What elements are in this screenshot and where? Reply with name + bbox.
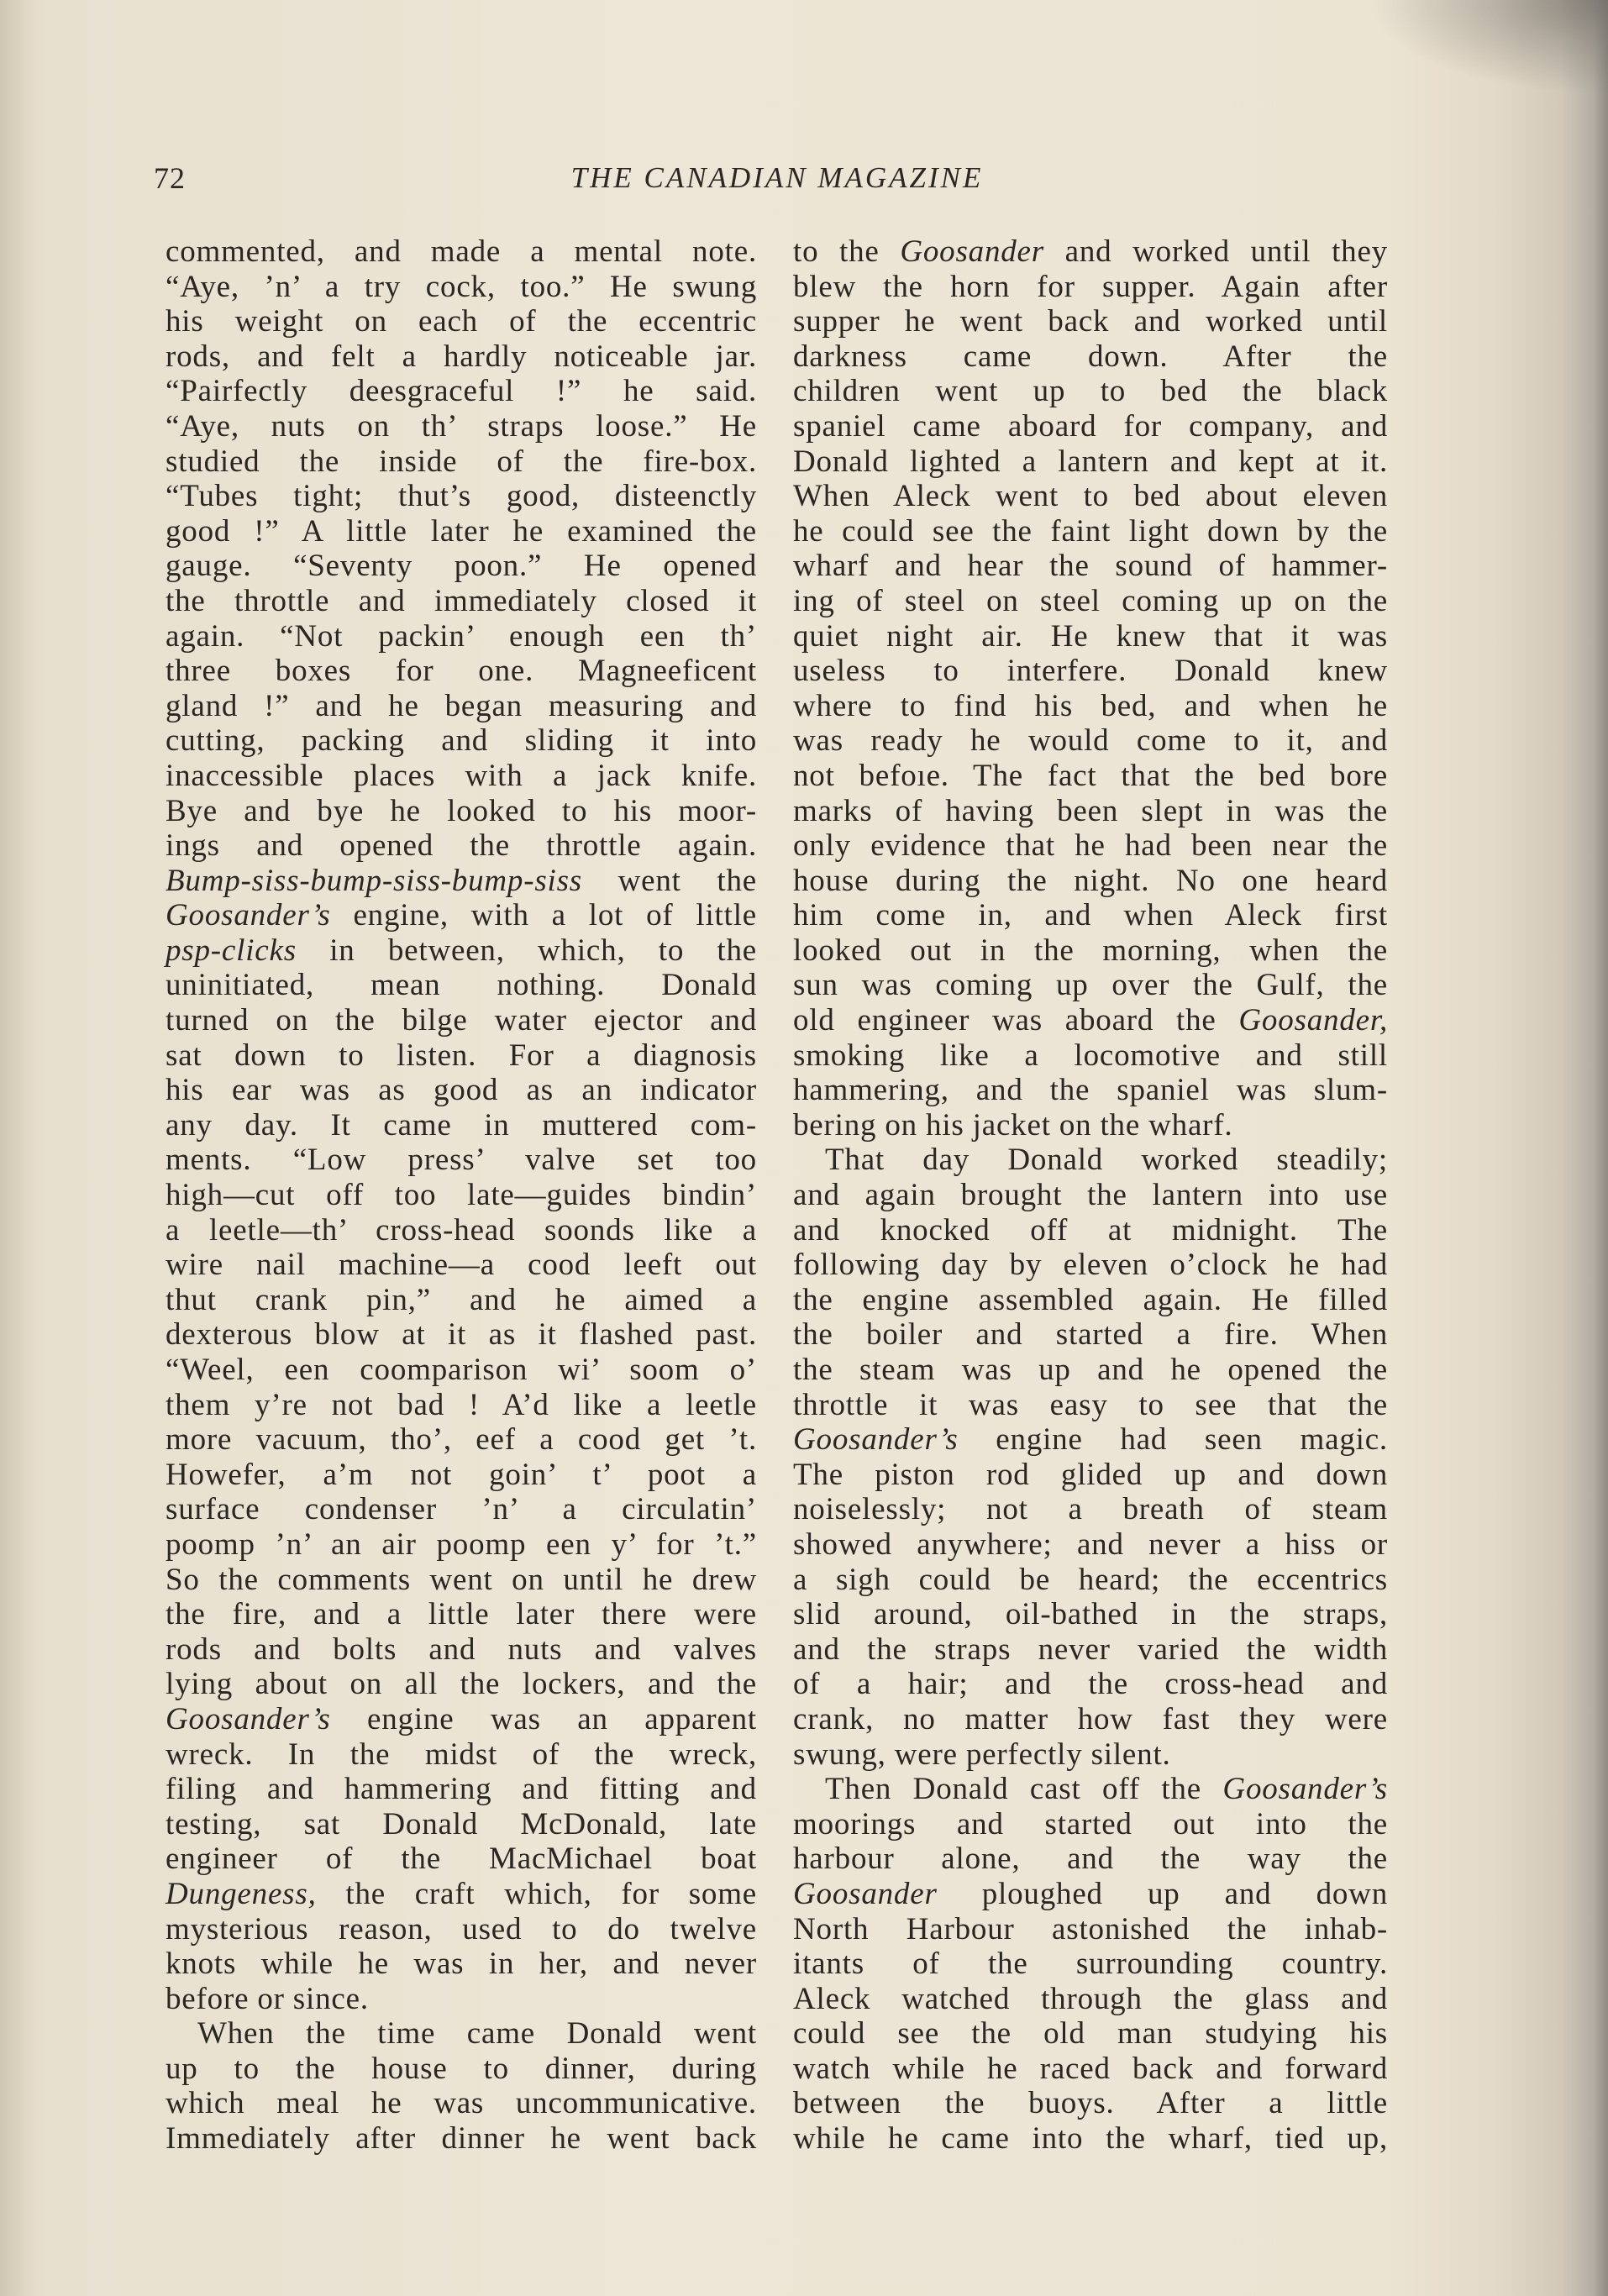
text-line: turned on the bilge water ejector and — [166, 1003, 757, 1038]
text-run: in between, which, to the — [296, 933, 757, 968]
paragraph — [166, 234, 757, 2016]
text-run: Then Donald cast off the — [825, 1772, 1223, 1807]
italic-text: psp-clicks — [166, 933, 297, 968]
text-line: and again brought the lantern into use — [793, 1178, 1388, 1213]
text-line: not befoıe. The fact that the bed bore — [793, 758, 1388, 793]
text-line: and knocked off at midnight. The — [793, 1212, 1388, 1248]
text-line: and the straps never varied the width — [793, 1631, 1388, 1667]
text-line — [166, 898, 757, 933]
text-run: engine, with a lot of little — [330, 898, 757, 933]
text-line: gland !” and he began measuring and — [166, 688, 757, 723]
text-line: noiselessly; not a breath of steam — [793, 1492, 1388, 1527]
italic-text: Goosander — [793, 1876, 938, 1911]
text-line: the boiler and started a fire. When — [793, 1317, 1388, 1353]
text-line: three boxes for one. Magneeficent — [166, 654, 757, 689]
text-line — [166, 864, 757, 899]
text-line: up to the house to dinner, during — [166, 2051, 757, 2086]
text-line: gauge. “Seventy poon.” He opened — [166, 549, 757, 584]
text-line: supper he went back and worked until — [793, 304, 1388, 339]
text-line: hammering, and the spaniel was slum- — [793, 1073, 1388, 1108]
text-line: Donald lighted a lantern and kept at it. — [793, 444, 1388, 479]
text-run: old engineer was aboard the — [793, 1003, 1239, 1038]
text-line: “Aye, nuts on th’ straps loose.” He — [166, 408, 757, 444]
italic-text: Dungeness, — [166, 1876, 317, 1911]
text-line: That day Donald worked steadily; — [825, 1143, 1388, 1178]
text-line: slid around, oil-bathed in the straps, — [793, 1597, 1388, 1632]
text-line: he could see the faint light down by the — [793, 513, 1388, 549]
text-line: darkness came down. After the — [793, 339, 1388, 374]
text-line: mysterious reason, used to do twelve — [166, 1911, 757, 1947]
text-line: The piston rod glided up and down — [793, 1457, 1388, 1492]
text-line: following day by eleven o’clock he had — [793, 1248, 1388, 1283]
text-line: between the buoys. After a little — [793, 2086, 1388, 2121]
text-line: engineer of the MacMichael boat — [166, 1842, 757, 1877]
text-line: surface condenser ’n’ a circulatin’ — [166, 1492, 757, 1527]
text-line: uninitiated, mean nothing. Donald — [166, 968, 757, 1003]
text-line: swung, were perfectly silent. — [793, 1736, 1171, 1772]
text-line: moorings and started out into the — [793, 1806, 1388, 1842]
text-line: wire nail machine—a cood leeft out — [166, 1248, 757, 1283]
text-line: the steam was up and he opened the — [793, 1353, 1388, 1387]
left-column — [166, 234, 757, 2157]
italic-text: Goosander — [900, 234, 1044, 269]
text-line: a leetle—th’ cross-head soonds like a — [166, 1212, 757, 1248]
text-line: ings and opened the throttle again. — [166, 828, 757, 864]
text-line: could see the old man studying his — [793, 2016, 1388, 2052]
text-line: them y’re not bad ! A’d like a leetle — [166, 1387, 757, 1422]
text-line: ments. “Low press’ valve set too — [166, 1143, 757, 1178]
text-line: him come in, and when Aleck first — [793, 898, 1388, 933]
text-line: throttle it was easy to see that the — [793, 1387, 1388, 1422]
text-line: of a hair; and the cross-head and — [793, 1667, 1388, 1702]
text-line: while he came into the wharf, tied up, — [793, 2121, 1388, 2157]
text-line: his ear was as good as an indicator — [166, 1073, 757, 1108]
text-line: any day. It came in muttered com- — [166, 1107, 757, 1143]
text-line: lying about on all the lockers, and the — [166, 1667, 757, 1702]
page-number: 72 — [154, 161, 186, 195]
text-line: North Harbour astonished the inhab- — [793, 1911, 1388, 1947]
text-run: ploughed up and down — [937, 1876, 1388, 1911]
text-line: rods and bolts and nuts and valves — [166, 1631, 757, 1667]
text-line: Aleck watched through the glass and — [793, 1981, 1388, 2016]
text-line: smoking like a locomotive and still — [793, 1038, 1388, 1073]
text-line — [166, 933, 757, 969]
text-line — [793, 1003, 1388, 1038]
text-line: ing of steel on steel coming up on the — [793, 583, 1388, 618]
text-line: before or since. — [166, 1981, 369, 2016]
text-line: more vacuum, tho’, eef a cood get ’t. — [166, 1422, 757, 1458]
text-line: high—cut off too late—guides bindin’ — [166, 1178, 757, 1213]
text-run: the craft which, for some — [316, 1876, 757, 1911]
text-line: “Aye, ’n’ a try cock, too.” He swung — [166, 269, 757, 304]
text-line: So the comments went on until he drew — [166, 1562, 757, 1597]
text-line: the throttle and immediately closed it — [166, 583, 757, 618]
text-line: commented, and made a mental note. — [166, 234, 757, 269]
text-line: crank, no matter how fast they were — [793, 1701, 1388, 1736]
text-line — [793, 234, 1388, 270]
italic-text: Goosander, — [1238, 1003, 1388, 1038]
italic-text: Goosander’s — [1222, 1772, 1388, 1807]
text-line: marks of having been slept in was the — [793, 793, 1388, 828]
italic-text: Goosander’s — [166, 1701, 331, 1736]
text-line: blew the horn for supper. Again after — [793, 269, 1388, 304]
text-line: dexterous blow at it as it flashed past. — [166, 1317, 757, 1353]
text-line: a sigh could be heard; the eccentrics — [793, 1562, 1388, 1597]
text-line: harbour alone, and the way the — [793, 1842, 1388, 1877]
text-line — [793, 1877, 1388, 1912]
italic-text: Goosander’s — [166, 898, 331, 933]
text-line: where to find his bed, and when he — [793, 688, 1388, 723]
text-line: “Weel, een coomparison wi’ soom o’ — [166, 1353, 757, 1387]
page-corner-shadow — [1373, 0, 1608, 92]
text-line: cutting, packing and sliding it into — [166, 723, 757, 759]
text-line: the fire, and a little later there were — [166, 1597, 757, 1632]
paragraph — [793, 1772, 1388, 2157]
text-line: inaccessible places with a jack knife. — [166, 758, 757, 793]
text-line: useless to interfere. Donald knew — [793, 654, 1388, 689]
text-line: When the time came Donald went — [197, 2016, 757, 2052]
text-line: “Pairfectly deesgraceful !” he said. — [166, 374, 757, 409]
text-line: rods, and felt a hardly noticeable jar. — [166, 339, 757, 374]
text-line: “Tubes tight; thut’s good, disteenctly — [166, 479, 757, 514]
text-line: wreck. In the midst of the wreck, — [166, 1736, 757, 1772]
text-line: itants of the surrounding country. — [793, 1947, 1388, 1982]
running-title: THE CANADIAN MAGAZINE — [570, 161, 984, 194]
text-line: which meal he was uncommunicative. — [166, 2086, 757, 2121]
text-line: thut crank pin,” and he aimed a — [166, 1282, 757, 1317]
text-line: showed anywhere; and never a hiss or — [793, 1526, 1388, 1562]
text-run: and worked until they — [1043, 234, 1388, 269]
italic-text: Bump-siss-bump-siss-bump-siss — [166, 863, 582, 898]
text-line: the engine assembled again. He filled — [793, 1282, 1388, 1317]
text-line: sat down to listen. For a diagnosis — [166, 1038, 757, 1073]
text-line — [793, 1772, 1388, 1807]
text-line: When Aleck went to bed about eleven — [793, 479, 1388, 514]
text-line: testing, sat Donald McDonald, late — [166, 1806, 757, 1842]
paragraph — [793, 1143, 1388, 1772]
italic-text: Goosander’s — [793, 1422, 959, 1458]
text-run: to the — [793, 234, 901, 269]
text-line: was ready he would come to it, and — [793, 723, 1388, 759]
text-line: watch while he raced back and forward — [793, 2051, 1388, 2086]
text-line: spaniel came aboard for company, and — [793, 408, 1388, 444]
text-line: knots while he was in her, and never — [166, 1947, 757, 1982]
text-line: sun was coming up over the Gulf, the — [793, 968, 1388, 1003]
text-run: engine was an apparent — [330, 1701, 757, 1736]
text-line: only evidence that he had been near the — [793, 828, 1388, 864]
paragraph — [166, 2016, 757, 2156]
text-line: bering on his jacket on the wharf. — [793, 1107, 1233, 1143]
right-column — [793, 234, 1388, 2157]
text-line: filing and hammering and fitting and — [166, 1772, 757, 1807]
text-line: Howefer, a’m not goin’ t’ poot a — [166, 1457, 757, 1492]
text-run: went the — [582, 863, 757, 898]
text-line: his weight on each of the eccentric — [166, 304, 757, 339]
text-run: engine had seen magic. — [958, 1422, 1388, 1458]
page-gutter-shadow — [0, 0, 34, 2296]
text-line: again. “Not packin’ enough een th’ — [166, 618, 757, 654]
text-line: studied the inside of the fire-box. — [166, 444, 757, 479]
paragraph — [793, 234, 1388, 1143]
text-line: quiet night air. He knew that it was — [793, 618, 1388, 654]
text-line: poomp ’n’ an air poomp een y’ for ’t.” — [166, 1526, 757, 1562]
text-line: children went up to bed the black — [793, 374, 1388, 409]
text-line: looked out in the morning, when the — [793, 933, 1388, 968]
text-line: good !” A little later he examined the — [166, 513, 757, 549]
text-line — [166, 1877, 757, 1912]
text-line: wharf and hear the sound of hammer- — [793, 549, 1388, 584]
text-line — [793, 1422, 1388, 1458]
text-line: house during the night. No one heard — [793, 863, 1388, 898]
text-line — [166, 1702, 757, 1737]
text-line: Immediately after dinner he went back — [166, 2121, 757, 2157]
text-line: Bye and bye he looked to his moor- — [166, 793, 757, 828]
